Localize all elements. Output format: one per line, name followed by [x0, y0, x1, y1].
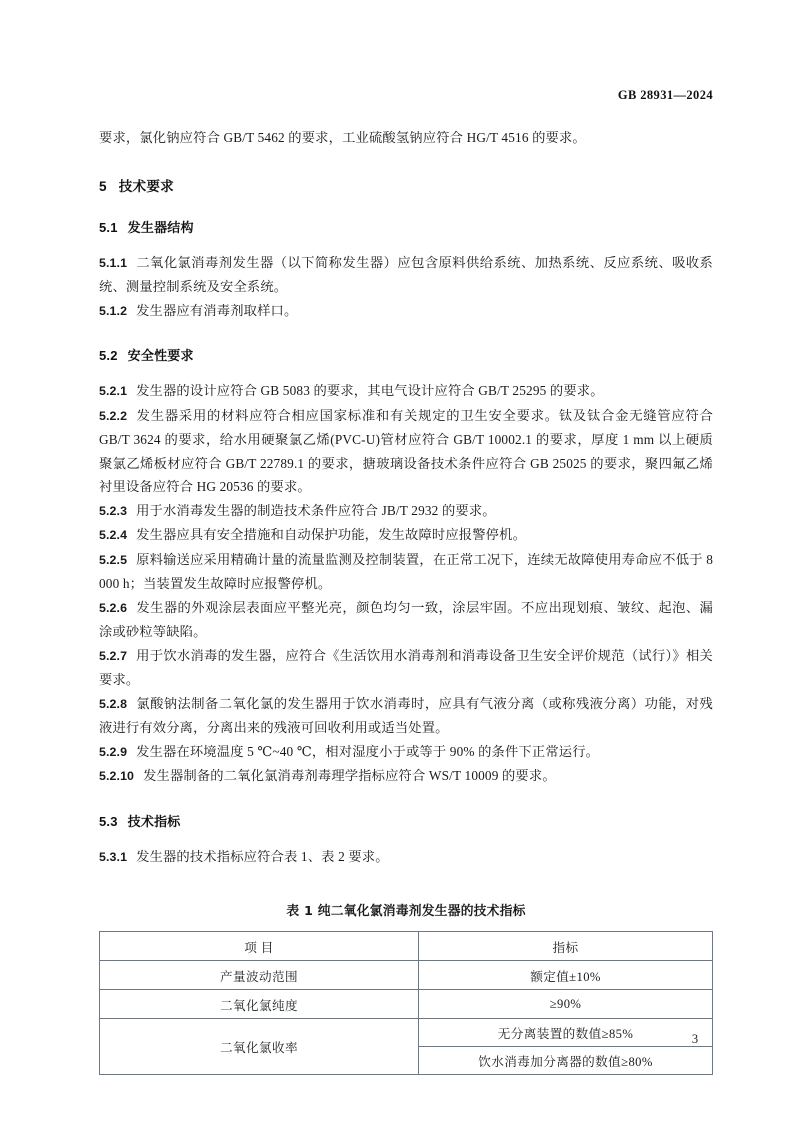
table-row: [100, 961, 713, 990]
table-cell-value-output-fluctuation: 额定值±10%: [419, 961, 713, 990]
clause-5-2-5: [99, 548, 713, 596]
page-number: 3: [691, 1032, 699, 1046]
clause-5-2-5-text: 原料输送应采用精确计量的流量监测及控制装置，在正常工况下，连续无故障使用寿命应不低于 8 000 h；当装置发生故障时应报警停机。: [99, 551, 713, 591]
clause-5-2-6: [99, 596, 713, 644]
clause-5-2-6-text: 发生器的外观涂层表面应平整光亮，颜色均匀一致，涂层牢固。不应出现划痕、皱纹、起泡、漏涂或砂粒等缺陷。: [99, 599, 713, 639]
table-cell-value-yield-no-separator: 无分离装置的数值≥85%: [419, 1019, 713, 1047]
heading-section-5-2-title: 安全性要求: [127, 349, 194, 364]
clause-5-2-1: [99, 379, 713, 404]
clause-5-2-8-text: 氯酸钠法制备二氧化氯的发生器用于饮水消毒时，应具有气液分离（或称残液分离）功能，对残液进行有效分离，分离出来的残液可回收利用或适当处置。: [99, 695, 713, 735]
clause-5-2-7-number: 5.2.7: [99, 648, 128, 663]
table-1-technical-indicators: [99, 931, 713, 1075]
page-content: [99, 88, 713, 1075]
clause-5-2-5-number: 5.2.5: [99, 552, 128, 567]
table-row-header: [100, 932, 713, 961]
clause-5-2-2-text: 发生器采用的材料应符合相应国家标准和有关规定的卫生安全要求。钛及钛合金无缝管应符合 GB/T 3624 的要求，给水用硬聚氯乙烯(PVC-U)管材应符合 GB/T 10002.1 的要求，厚度 1 mm 以上硬质聚氯乙烯板材应符合 GB/T 22789.1 的要求，搪玻璃设备技术条件应符合 GB 25025 的要求，聚四氟乙烯衬里设备应符合 HG 20536 的要求。: [99, 407, 713, 494]
clause-5-2-2-number: 5.2.2: [99, 408, 128, 423]
heading-section-5-1-number: 5.1: [99, 219, 118, 235]
table-header-indicator: 指标: [419, 932, 713, 961]
heading-section-5-1: [99, 217, 713, 236]
clause-5-2-8: [99, 692, 713, 740]
table-cell-item-output-fluctuation: 产量波动范围: [100, 961, 419, 990]
heading-section-5-2-number: 5.2: [99, 348, 118, 363]
heading-section-5-3: [99, 811, 713, 830]
heading-section-5-1-title: 发生器结构: [127, 220, 194, 236]
clause-5-2-10: [99, 764, 713, 789]
clause-5-2-3-text: 用于水消毒发生器的制造技术条件应符合 JB/T 2932 的要求。: [136, 502, 496, 518]
clause-5-1-2: [99, 299, 713, 324]
clause-5-2-9-number: 5.2.9: [99, 744, 128, 759]
clause-5-2-3: [99, 499, 713, 524]
clause-5-2-1-number: 5.2.1: [99, 384, 128, 398]
clause-5-2-4: [99, 523, 713, 548]
clause-5-1-1: [99, 251, 713, 299]
clause-5-2-3-number: 5.2.3: [99, 503, 128, 518]
table-row: [100, 990, 713, 1019]
clause-5-1-2-text: 发生器应有消毒剂取样口。: [136, 302, 298, 318]
heading-section-5: [99, 175, 713, 195]
clause-5-2-4-number: 5.2.4: [99, 528, 128, 542]
clause-5-2-8-number: 5.2.8: [99, 696, 128, 711]
table-header-item: 项 目: [100, 932, 419, 961]
clause-5-3-1: [99, 845, 713, 870]
heading-section-5-2: [99, 345, 713, 364]
table-1-caption: 表 1 纯二氧化氯消毒剂发生器的技术指标: [286, 904, 526, 919]
continued-paragraph: 要求，氯化钠应符合 GB/T 5462 的要求，工业硫酸氢钠应符合 HG/T 4516 的要求。: [99, 130, 586, 145]
table-cell-item-purity: 二氧化氯纯度: [100, 990, 419, 1019]
clause-5-2-1-text: 发生器的设计应符合 GB 5083 的要求，其电气设计应符合 GB/T 25295 的要求。: [136, 383, 604, 398]
clause-5-2-7: [99, 644, 713, 692]
running-header-standard-number: GB 28931—2024: [617, 88, 713, 102]
heading-section-5-3-title: 技术指标: [127, 814, 181, 830]
table-cell-value-purity: ≥90%: [419, 990, 713, 1019]
clause-5-1-2-number: 5.1.2: [99, 303, 128, 318]
clause-5-3-1-text: 发生器的技术指标应符合表 1、表 2 要求。: [136, 848, 389, 864]
heading-section-5-number: 5: [99, 178, 107, 194]
heading-section-5-3-number: 5.3: [99, 813, 118, 829]
clause-5-2-10-number: 5.2.10: [99, 769, 135, 783]
clause-5-2-9: [99, 740, 713, 765]
clause-5-2-2: [99, 404, 713, 499]
clause-5-2-10-text: 发生器制备的二氧化氯消毒剂毒理学指标应符合 WS/T 10009 的要求。: [143, 768, 556, 783]
clause-5-2-9-text: 发生器在环境温度 5 ℃~40 ℃，相对湿度小于或等于 90% 的条件下正常运行。: [136, 743, 600, 759]
clause-5-2-4-text: 发生器应具有安全措施和自动保护功能，发生故障时应报警停机。: [136, 527, 527, 542]
table-cell-value-yield-with-separator: 饮水消毒加分离器的数值≥80%: [419, 1047, 713, 1075]
clause-5-2-6-number: 5.2.6: [99, 600, 128, 615]
clause-5-1-1-text: 二氧化氯消毒剂发生器（以下简称发生器）应包含原料供给系统、加热系统、反应系统、吸收系统、测量控制系统及安全系统。: [99, 254, 713, 294]
clause-5-2-7-text: 用于饮水消毒的发生器，应符合《生活饮用水消毒剂和消毒设备卫生安全评价规范（试行）》相关要求。: [99, 647, 713, 687]
clause-5-1-1-number: 5.1.1: [99, 255, 128, 270]
clause-5-3-1-number: 5.3.1: [99, 849, 128, 864]
heading-section-5-title: 技术要求: [118, 178, 174, 195]
table-cell-item-yield: 二氧化氯收率: [100, 1019, 419, 1075]
